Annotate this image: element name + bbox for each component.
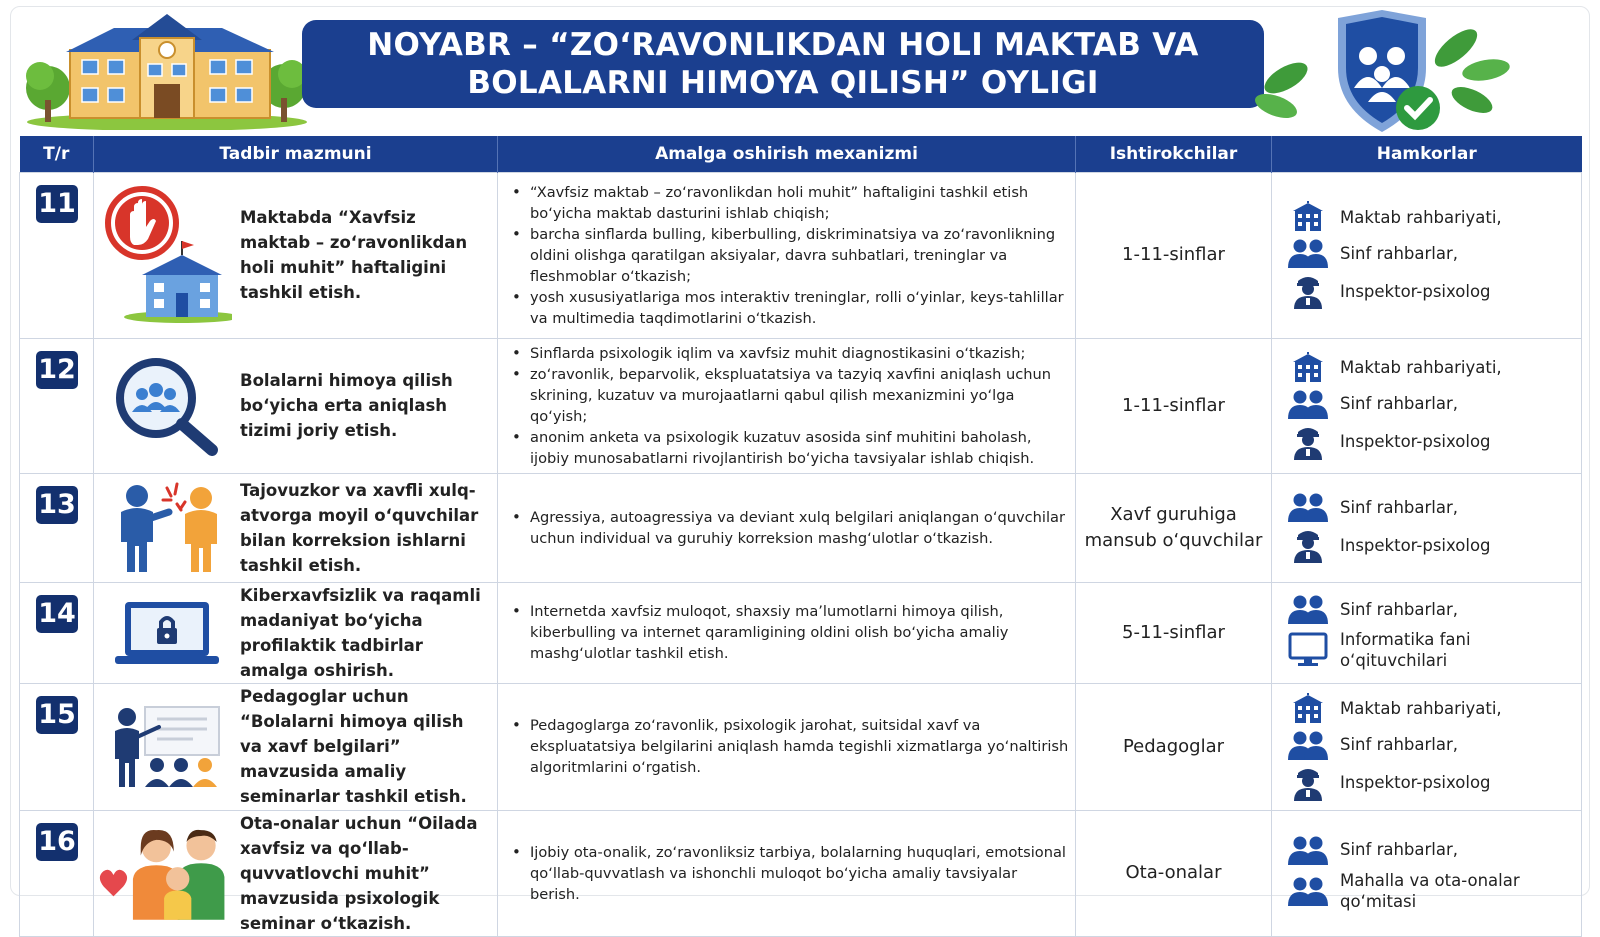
event-text: Pedagoglar uchun “Bolalarni himoya qilish va xavf belgilari” mavzusida amaliy seminarlar tashkil etish.: [240, 687, 467, 806]
participants-text: 5-11-sinflar: [1122, 621, 1225, 643]
event-cell: [94, 810, 498, 936]
event-text: Maktabda “Xavfsiz maktab – zo‘ravonlikdan holi muhit” haftaligini tashkil etish.: [240, 208, 468, 302]
partners-cell: [1272, 473, 1582, 582]
mechanism-item: • Ijobiy ota-onalik, zo‘ravonliksiz tarbiya, bolalarning huquqlari, emotsional qo‘llab-quvvatlash va ishonchli muloqot bo‘yicha amaliy tavsiyalar berish.: [508, 842, 1069, 905]
teacher-seminar-icon: [94, 705, 240, 789]
participants-cell: [1076, 582, 1272, 683]
row-number-cell: [20, 172, 94, 338]
people-icon: [1286, 238, 1330, 268]
mechanism-item: • anonim anketa va psixologik kuzatuv asosida sinf muhitini baholash, ijobiy munosabatlarni rivojlantirish bo‘yicha tavsiyalar ishlab chiqish.: [508, 427, 1069, 469]
event-text: Kiberxavfsizlik va raqamli madaniyat bo‘yicha profilaktik tadbirlar amalga oshirish.: [240, 585, 481, 680]
partner-label: Inspektor-psixolog: [1340, 773, 1491, 792]
participants-cell: [1076, 172, 1272, 338]
partner-label: Sinf rahbarlar,: [1340, 497, 1459, 517]
magnifier-people-icon: [94, 356, 240, 456]
partner-label: Maktab rahbariyati,: [1340, 358, 1502, 377]
partner-item: [1286, 273, 1573, 309]
mechanism-list: [508, 842, 1069, 905]
mechanism-item: • barcha sinflarda bulling, kiberbulling, diskriminatsiya va zo‘ravonlikning oldini olishga qaratilgan aksiyalar, davra suhbatlari, treninglar va fleshmoblar o‘tkazish;: [508, 224, 1069, 287]
partner-item: [1286, 201, 1573, 233]
people-icon: [1286, 492, 1330, 522]
mechanism-item: • Pedagoglarga zo‘ravonlik, psixologik jarohat, suitsidal xavf va ekspluatatsiya belgilarini aniqlash hamda tegishli xizmatlarga yo‘naltirish algoritmlarini o‘rgatish.: [508, 715, 1069, 778]
event-text: Bolalarni himoya qilish bo‘yicha erta aniqlash tizimi joriy etish.: [240, 371, 453, 440]
page-title: [302, 20, 1264, 108]
school-building-icon: [1286, 352, 1330, 384]
row-number-badge: 15: [36, 696, 78, 734]
participants-cell: [1076, 810, 1272, 936]
row-number-cell: [20, 473, 94, 582]
row-number-cell: [20, 810, 94, 936]
participants-text: Pedagoglar: [1122, 735, 1225, 757]
school-illustration-icon: [22, 10, 312, 130]
inspector-icon: [1286, 273, 1330, 309]
title-line-1: NOYABR – “ZO‘RAVONLIKDAN HOLI MAKTAB VA: [367, 27, 1199, 63]
partner-item: [1286, 389, 1573, 419]
mechanism-list: [508, 715, 1069, 778]
mechanism-item: • Internetda xavfsiz muloqot, shaxsiy ma’lumotlarni himoya qilish, kiberbulling va internet qaramligining oldini olish bo‘yicha amaliy mashg‘ulotlar tashkil etish.: [508, 601, 1069, 664]
row-number-badge: 16: [36, 823, 78, 861]
inspector-icon: [1286, 527, 1330, 563]
participants-text: Ota-onalar: [1125, 862, 1222, 883]
partner-item: [1286, 352, 1573, 384]
mechanism-cell: [498, 582, 1076, 683]
partner-label: Maktab rahbariyati,: [1340, 207, 1502, 227]
event-cell: [94, 338, 498, 473]
partner-item: [1286, 492, 1573, 522]
table-header-row: [20, 136, 1582, 172]
participants-cell: [1076, 683, 1272, 810]
partners-cell: [1272, 683, 1582, 810]
partners-cell: [1272, 338, 1582, 473]
people-icon: [1286, 389, 1330, 419]
partner-item: [1286, 527, 1573, 563]
partners-cell: [1272, 582, 1582, 683]
page-header: [0, 0, 1600, 135]
people-icon: [1286, 594, 1330, 624]
event-cell: [94, 582, 498, 683]
activity-table: [19, 136, 1582, 937]
row-number-badge: 12: [36, 351, 78, 389]
school-building-icon: [1286, 201, 1330, 233]
mechanism-cell: [498, 338, 1076, 473]
row-number-badge: 11: [36, 185, 78, 223]
row-number-cell: [20, 582, 94, 683]
partner-item: [1286, 238, 1573, 268]
people-icon: [1286, 730, 1330, 760]
row-number-cell: [20, 338, 94, 473]
participants-cell: [1076, 338, 1272, 473]
row-number-badge: 13: [36, 486, 78, 524]
partner-item: [1286, 870, 1573, 912]
table-row: [20, 582, 1582, 683]
inspector-icon: [1286, 765, 1330, 801]
row-number-badge: 14: [36, 595, 78, 633]
table-row: [20, 473, 1582, 582]
mechanism-cell: [498, 473, 1076, 582]
table-row: [20, 810, 1582, 936]
partner-label: Maktab rahbariyati,: [1340, 699, 1502, 718]
laptop-lock-icon: [94, 598, 240, 668]
partner-label: Mahalla va ota-onalar qo‘mitasi: [1340, 870, 1520, 911]
col-header-partners: Hamkorlar: [1272, 136, 1582, 172]
shield-protection-icon: [1246, 8, 1528, 136]
stop-hand-school-icon: [94, 185, 240, 325]
inspector-icon: [1286, 424, 1330, 460]
table-row: [20, 683, 1582, 810]
mechanism-item: • Sinflarda psixologik iqlim va xavfsiz muhit diagnostikasini o‘tkazish;: [508, 343, 1069, 364]
people-icon: [1286, 835, 1330, 865]
partner-item: [1286, 693, 1573, 725]
partner-item: [1286, 594, 1573, 624]
col-header-event: Tadbir mazmuni: [94, 136, 498, 172]
mechanism-item: • zo‘ravonlik, beparvolik, ekspluatatsiya va tazyiq xavfini aniqlash uchun skrining, kuzatuv va murojaatlarni qabul qilish mexanizmini yo‘lga qo‘yish;: [508, 364, 1069, 427]
mechanism-list: [508, 343, 1069, 469]
mechanism-list: [508, 601, 1069, 664]
partner-item: [1286, 424, 1573, 460]
col-header-participants: Ishtirokchilar: [1076, 136, 1272, 172]
mechanism-list: [508, 507, 1069, 549]
partner-label: Inspektor-psixolog: [1340, 432, 1491, 451]
partner-label: Informatika fani o‘qituvchilari: [1340, 630, 1471, 670]
participants-text: 1-11-sinflar: [1122, 244, 1225, 265]
conflict-people-icon: [94, 482, 240, 574]
partner-label: Sinf rahbarlar,: [1340, 599, 1459, 619]
partners-cell: [1272, 172, 1582, 338]
partner-label: Sinf rahbarlar,: [1340, 243, 1459, 263]
row-number-cell: [20, 683, 94, 810]
mechanism-cell: [498, 810, 1076, 936]
partner-label: Inspektor-psixolog: [1340, 281, 1491, 301]
mechanism-item: • yosh xususiyatlariga mos interaktiv treninglar, rolli o‘yinlar, keys-tahlillar va multimedia taqdimotlarini o‘tkazish.: [508, 287, 1069, 329]
partner-item: [1286, 835, 1573, 865]
event-cell: [94, 473, 498, 582]
col-header-num: T/r: [20, 136, 94, 172]
mechanism-list: [508, 182, 1069, 329]
partner-item: [1286, 730, 1573, 760]
partner-label: Sinf rahbarlar,: [1340, 840, 1459, 859]
mechanism-cell: [498, 683, 1076, 810]
title-line-2: BOLALARNI HIMOYA QILISH” OYLIGI: [467, 65, 1099, 101]
mechanism-cell: [498, 172, 1076, 338]
school-building-icon: [1286, 693, 1330, 725]
participants-cell: [1076, 473, 1272, 582]
mechanism-item: • Agressiya, autoagressiya va deviant xulq belgilari aniqlangan o‘quvchilar uchun individual va guruhiy korreksion mashg‘ulotlar o‘tkazish.: [508, 507, 1069, 549]
event-text: Tajovuzkor va xavfli xulq-atvorga moyil o‘quvchilar bilan korreksion ishlarni tashkil etish.: [240, 480, 479, 575]
partner-item: [1286, 629, 1573, 671]
event-cell: [94, 683, 498, 810]
partner-label: Sinf rahbarlar,: [1340, 394, 1459, 413]
table-body: [20, 172, 1582, 936]
partners-cell: [1272, 810, 1582, 936]
col-header-mechanism: Amalga oshirish mexanizmi: [498, 136, 1076, 172]
table-row: [20, 338, 1582, 473]
event-text: Ota-onalar uchun “Oilada xavfsiz va qo‘llab-quvvatlovchi muhit” mavzusida psixologik seminar o‘tkazish.: [240, 813, 478, 933]
mechanism-item: • “Xavfsiz maktab – zo‘ravonlikdan holi muhit” haftaligini tashkil etish bo‘yicha maktab dasturini ishlab chiqish;: [508, 182, 1069, 224]
partner-label: Sinf rahbarlar,: [1340, 735, 1459, 754]
family-heart-icon: [94, 825, 240, 921]
partner-item: [1286, 765, 1573, 801]
event-cell: [94, 172, 498, 338]
participants-text: Xavf guruhiga mansub o‘quvchilar: [1084, 503, 1263, 551]
people-icon: [1286, 876, 1330, 906]
participants-text: 1-11-sinflar: [1122, 394, 1225, 416]
table-row: [20, 172, 1582, 338]
partner-label: Inspektor-psixolog: [1340, 535, 1491, 555]
monitor-icon: [1286, 632, 1330, 668]
